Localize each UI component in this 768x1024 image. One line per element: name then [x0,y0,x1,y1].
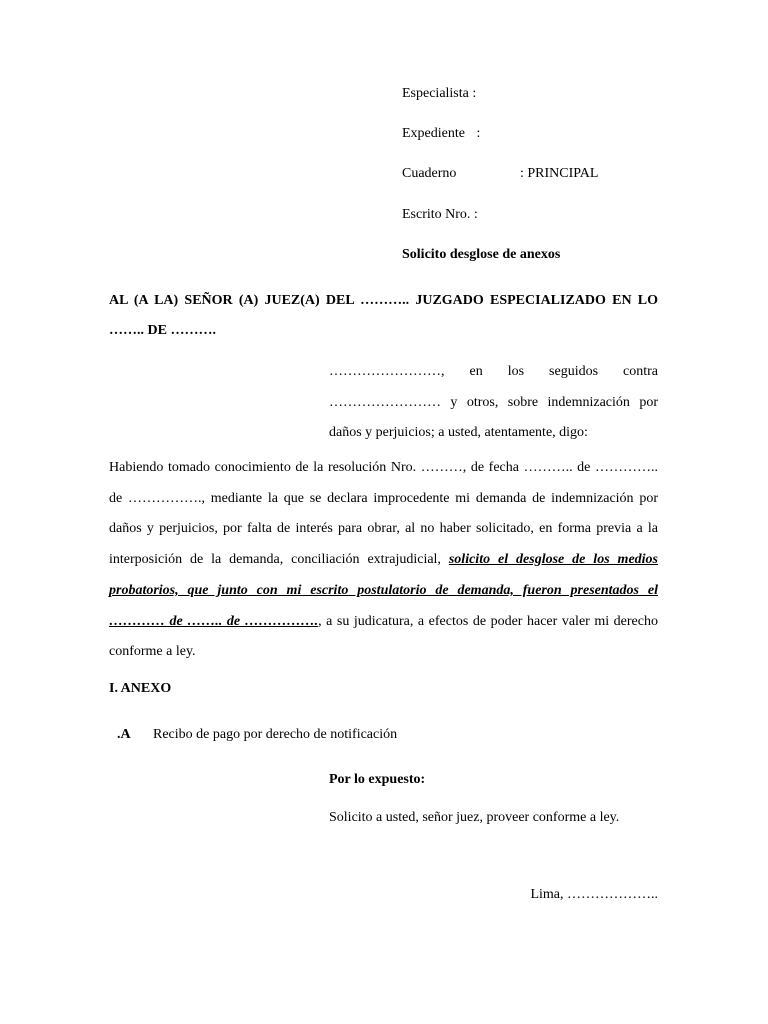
closing-text: Solicito a usted, señor juez, proveer conforme a ley. [329,810,620,825]
party-introduction [329,357,658,449]
body-line-2: de ……………., mediante la que se declara improcedente mi demanda de indemnización por [109,490,658,506]
annex-title: I. ANEXO [109,681,172,696]
sumilla [402,246,560,264]
annex-item [117,726,397,744]
body-line-4-text: interposición de la demanda, conciliación extrajudicial, [109,552,441,568]
party-line-2: …………………… y otros, sobre indemnización por [329,394,658,410]
annex-item-letter: .A [117,727,131,742]
escrito-label: Escrito Nro. : [402,207,478,222]
especialista-label: Especialista [402,86,469,101]
party-line-1: ……………………, en los seguidos contra [329,364,658,379]
header-cuaderno [402,165,599,183]
body-line-4 [109,545,658,576]
body-line-6 [109,607,658,638]
request-text-middle: probatorios, que junto con mi escrito postulatorio de demanda, fueron presentados el [109,582,658,598]
addressee [109,286,658,346]
body-line-3: daños y perjuicios, por falta de interés para obrar, al no haber solicitado, en forma previa a la [109,521,658,537]
expediente-label: Expediente [402,126,465,141]
especialista-sep: : [472,86,477,101]
body-line-6-text: , a su judicatura, a efectos de poder hacer valer mi derecho [318,613,658,629]
sumilla-text: Solicito desglose de anexos [402,247,561,262]
body-paragraph [109,453,658,668]
body-line-7: conforme a ley. [109,644,196,660]
place-date: Lima, ……………….. [530,887,658,902]
annex-item-text: Recibo de pago por derecho de notificación [153,727,398,742]
request-text-start: solicito el desglose de los medios [448,552,658,568]
body-line-1: Habiendo tomado conocimiento de la resolución Nro. ………, de fecha ……….. de ………….. [109,460,658,475]
header-escrito [402,206,478,224]
party-line-3: daños y perjuicios; a usted, atentamente, digo: [329,425,588,440]
cuaderno-label: Cuaderno [402,166,457,181]
expediente-sep: : [476,126,481,141]
cuaderno-value: : PRINCIPAL [520,166,599,181]
addressee-line-2: …….. DE ………. [109,323,216,338]
header-especialista [402,85,476,103]
closing-title: Por lo expuesto: [329,772,426,787]
addressee-line-1: AL (A LA) SEÑOR (A) JUEZ(A) DEL ……….. JUZGADO ESPECIALIZADO EN LO [109,293,658,308]
header-expediente [402,125,480,143]
request-text-end: ………… de …….. de ……………. [109,613,319,629]
